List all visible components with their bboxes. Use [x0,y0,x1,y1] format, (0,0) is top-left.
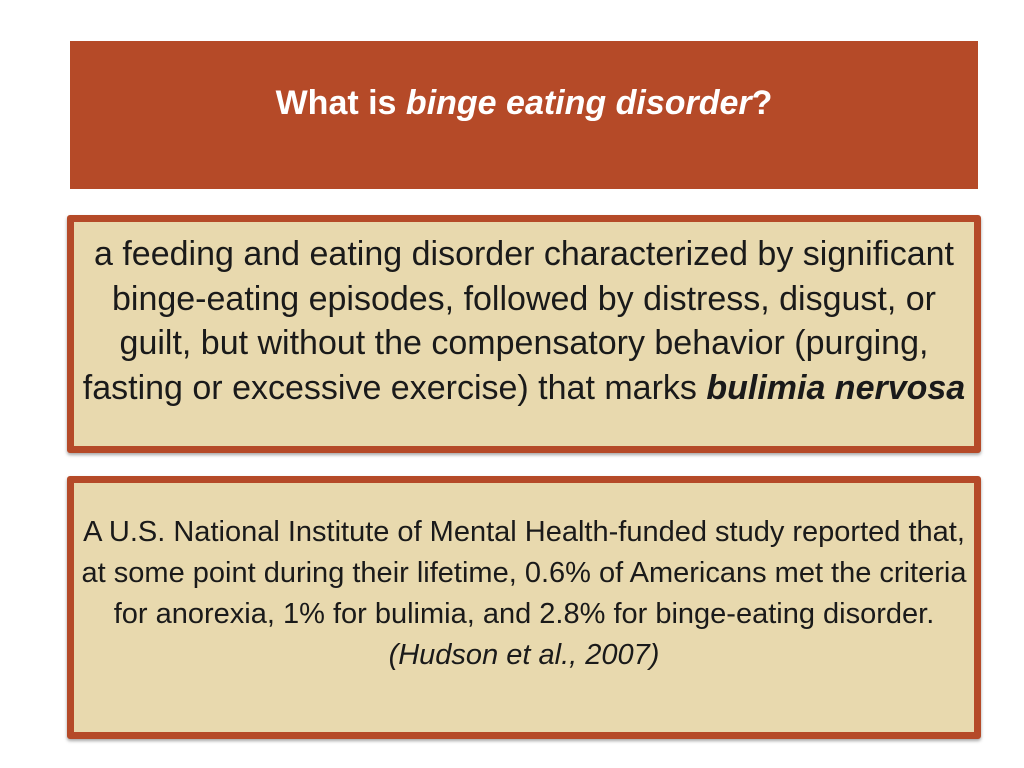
title-prefix: What is [275,83,406,122]
title-emphasis: binge eating disorder [405,83,752,122]
study-citation: (Hudson et al., 2007) [388,639,660,671]
definition-text: a feeding and eating disorder characterized by significant binge-eating episodes, followed by distress, disgust, or guilt, but without the compensatory behavior (purging, fasting or excessive exercise) that marks [82,235,954,407]
definition-box [67,215,981,453]
study-box [67,476,981,739]
title-suffix: ? [751,83,773,122]
slide-title [276,84,773,123]
title-banner [70,41,978,189]
definition-emphasis: bulimia nervosa [706,368,966,407]
study-text: A U.S. National Institute of Mental Health-funded study reported that, at some point during their lifetime, 0.6% of Americans met the criteria for anorexia, 1% for bulimia, and 2.8% for binge-eating disorder. [81,516,967,630]
